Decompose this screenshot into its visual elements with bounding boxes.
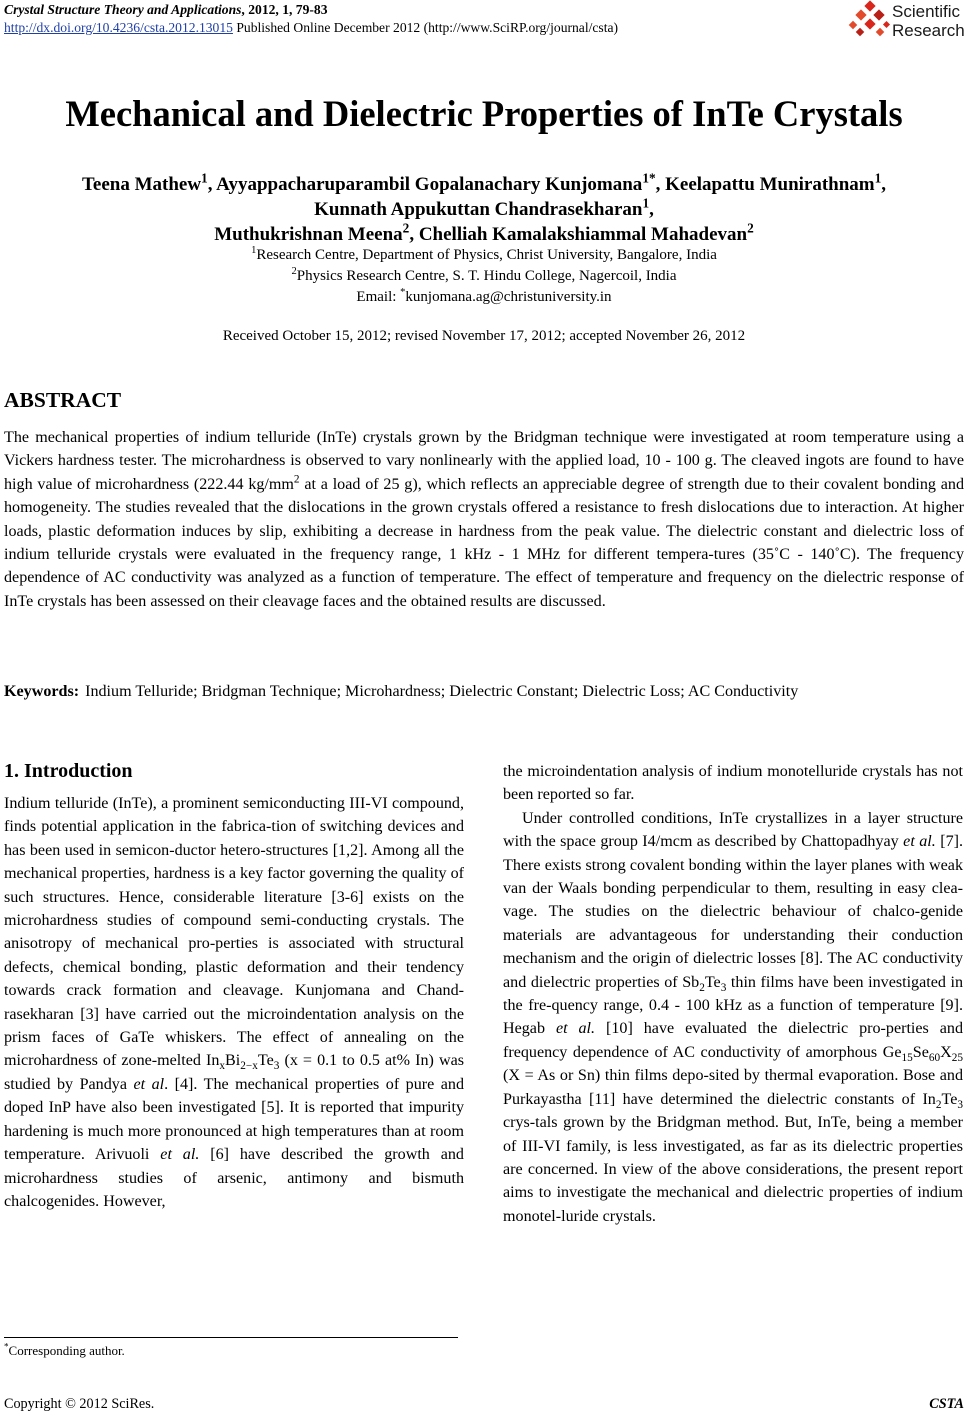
doi-line: [4, 20, 618, 36]
introduction-left-column: [4, 792, 464, 1213]
abstract-text: The mechanical properties of indium telluride (InTe) crystals grown by the Bridgman technique were investigated at room temperature using a Vickers hardness tester. The microhardness is observed to vary nonlinearly with the applied load, 10 - 100 g. The cleaved ingots are found to have high value of microhardness (222.44 $kg/mm^2$ at a load of 25 g), which reflects an appreciable degree of strength due to their covalent bonding and homogeneity. The studies revealed that the dislocations in the grown crystals offered a resistance to fresh dislocations due to interaction. At higher loads, plastic deformation induces by slip, exhibiting a decrease in hardness from the peak value. The dielectric constant and dielectric loss of indium telluride crystals were evaluated in the frequency range, 1 kHz - 1 MHz for different tempera-tures (35˚C - 140˚C). The frequency dependence of AC conductivity was analyzed as a function of temperature. The effect of temperature and frequency on the dielectric response of InTe crystals has been assessed on their cleavage faces and the obtained results are discussed.: [4, 429, 964, 610]
author-line-1: Teena Mathew$^1$, Ayyappacharuparambil Gopalanachary Kunjomana$^{1*}$, Keelapattu Munirathnam$^1$,: [81, 170, 887, 195]
intro-paragraph-continued: the microindentation analysis of indium monotelluride crystals has not been reported so far.: [503, 763, 963, 804]
doi-link[interactable]: http://dx.doi.org/10.4236/csta.2012.13015: [4, 20, 233, 35]
keywords-label: Keywords:: [4, 683, 80, 700]
introduction-right-column: [503, 760, 963, 1228]
footnote-divider: [4, 1337, 458, 1338]
keywords: [4, 680, 964, 703]
logo-text: Scientific Research: [892, 2, 965, 40]
copyright: Copyright © 2012 SciRes.: [4, 1396, 155, 1412]
journal-issue: , 2012, 1, 79-83: [241, 2, 328, 17]
received-dates: Received October 15, 2012; revised November 17, 2012; accepted November 26, 2012: [222, 328, 746, 344]
journal-name: Crystal Structure Theory and Applications: [4, 2, 242, 17]
journal-citation: [4, 2, 328, 18]
affiliation-2: $^2$Physics Research Centre, S. T. Hindu College, Nagercoil, India: [291, 266, 677, 284]
published-text: Published Online December 2012 (http://www.SciRP.org/journal/csta): [232, 20, 619, 35]
intro-paragraph-2: Under controlled conditions, InTe crystallizes in a layer structure with the space group I4/mcm as described by Chattopadhyay et al. [7]. There exists strong covalent bonding within the layer planes with weak van der Waals bonding perpendicular to them, resulting in easy clea-vage. The studies on the dielectric behaviour of chalco-genide materials are advantageous for understanding their conduction mechanism and the origin of dielectric losses [8]. The AC conductivity and dielectric properties of $Sb_2Te_3$ thin films have been investigated in the fre-quency range, 0.4 - 100 kHz as a function of temperature [9]. Hegab et al. [10] have evaluated the dielectric pro-perties and frequency dependence of AC conductivity of amorphous $Ge_{15}Se_{60}X_{25}$ (X = As or Sn) thin films depo-sited by thermal evaporation. Bose and Purkayastha [11] have determined the dielectric constants of $In_2Te_3$ crys-tals grown by the Bridgman method. But, InTe, being a member of III-VI family, is less investigated, as far as its dielectric properties are concerned. In view of the above considerations, the present report aims to investigate the mechanical and dielectric properties of indium monotel-luride crystals.: [503, 809, 964, 1225]
affiliation-1: $^1$Research Centre, Department of Physics, Christ University, Bangalore, India: [251, 245, 717, 263]
footnote: *Corresponding author.: [4, 1341, 125, 1358]
scientific-research-logo: [848, 0, 968, 44]
logo-mark-icon: [848, 0, 892, 42]
keywords-text: Indium Telluride; Bridgman Technique; Microhardness; Dielectric Constant; Dielectric Loss; AC Conductivity: [85, 683, 799, 700]
affiliations: [0, 245, 968, 308]
email-line: Email: *kunjomana.ag@christuniversity.in: [356, 287, 612, 305]
section-heading-introduction: 1. Introduction: [4, 760, 133, 782]
author-list: [0, 172, 968, 247]
author-line-3: Muthukrishnan Meena$^2$, Chelliah Kamalakshiammal Mahadevan$^2$: [214, 220, 754, 245]
page-header: [0, 0, 968, 50]
email-address[interactable]: kunjomana.ag@christuniversity.in: [405, 289, 612, 305]
abstract-heading: ABSTRACT: [4, 388, 122, 412]
author-line-2: Kunnath Appukuttan Chandrasekharan$^1$,: [314, 195, 654, 220]
intro-paragraph: Indium telluride (InTe), a prominent semiconducting III-VI compound, finds potential application in the fabrica-tion of switching devices and has been used in semicon-ductor hetero-structures [1,2]. Among all the mechanical properties, hardness is a key factor governing the quality of such structures. Hence, considerable literature [3-6] exists on the microhardness studies of compound semi-conducting crystals. The anisotropy of mechanical pro-perties is associated with structural defects, chemical bonding, plastic deformation and their tendency towards crack formation and cleavage. Kunjomana and Chand-rasekharan [3] have carried out the microindentation analysis on the prism faces of GaTe whiskers. The effect of annealing on the microhardness of zone-melted $In_xBi_{2-x}Te_3$ (x = 0.1 to 0.5 at% In) was studied by Pandya et al. [4]. The mechanical properties of pure and doped InP have also been investigated [5]. It is reported that impurity hardening is much more pronounced at high temperatures than at room temperature. Arivuoli et al. [6] have described the growth and microhardness studies of arsenic, antimony and bismuth chalcogenides. However,: [4, 795, 465, 1210]
journal-abbrev: CSTA: [929, 1396, 964, 1412]
paper-title: Mechanical and Dielectric Properties of InTe Crystals: [65, 93, 903, 134]
